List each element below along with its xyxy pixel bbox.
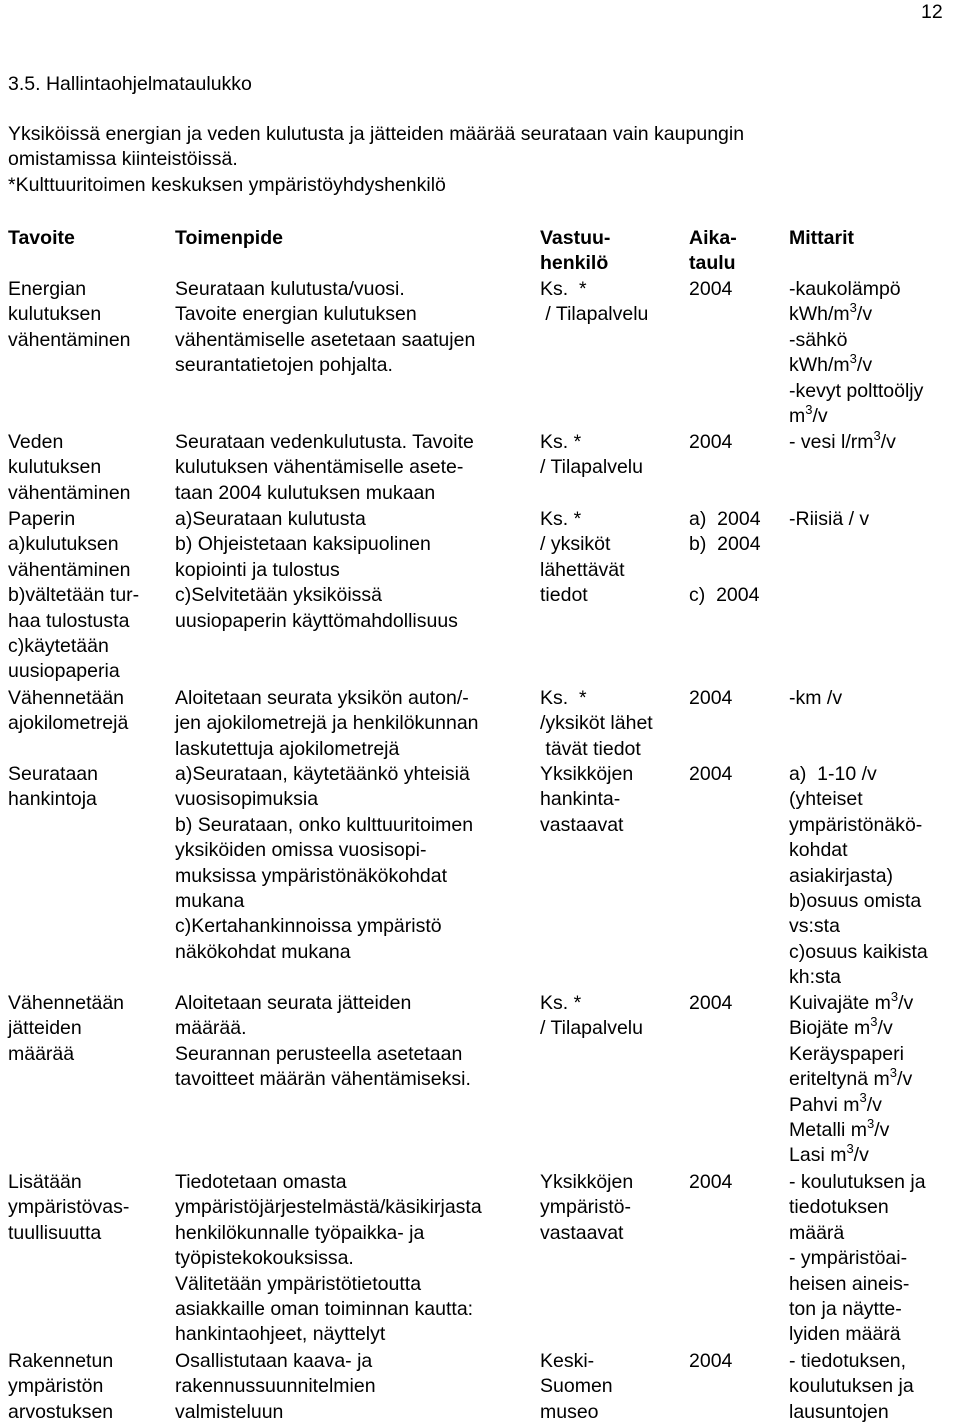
table-row-responsible: Ks. * /yksiköt lähet tävät tiedot <box>540 687 653 760</box>
table-row-metrics: a) 1-10 /v (yhteiset ympäristönäkö- kohdat asiakirjasta) b)osuus omista vs:sta c)osuus kaikista kh:sta <box>789 763 928 989</box>
table-row-action: Tiedotetaan omasta ympäristöjärjestelmästä/käsikirjasta henkilökunnalle työpaikka- ja työpistekokouksissa. Välitetään ympäristötietoutta asiakkaille oman toiminnan kautta: hankintaohjeet, näyttelyt <box>175 1171 482 1346</box>
section-heading: 3.5. Hallintaohjelmataulukko <box>8 73 252 95</box>
table-row-action: Seurataan kulutusta/vuosi. Tavoite energian kulutuksen vähentämiselle asetetaan saatujen seurantatietojen pohjalta. <box>175 278 476 377</box>
table-row-responsible: Ks. * / Tilapalvelu <box>540 431 643 479</box>
table-row-goal: Energian kulutuksen vähentäminen <box>8 278 131 351</box>
table-row-metrics: - vesi $l/rm^3/v$ <box>789 427 896 453</box>
table-row-action: Seurataan vedenkulutusta. Tavoite kulutuksen vähentämiselle asete- taan 2004 kulutuksen mukaan <box>175 431 474 504</box>
table-row-metrics: -km /v <box>789 687 843 709</box>
header-responsible: Vastuu- henkilö <box>540 227 611 275</box>
header-schedule: Aika- taulu <box>689 227 737 275</box>
table-row-responsible: Yksikköjen ympäristö- vastaavat <box>540 1171 634 1244</box>
table-row-schedule: 2004 <box>689 1171 733 1193</box>
intro-paragraph: Yksiköissä energian ja veden kulutusta ja jätteiden määrää seurataan vain kaupungin omistamissa kiinteistöissä. *Kulttuuritoimen keskuksen ympäristöyhdyshenkilö <box>8 123 745 196</box>
table-row-goal: Rakennetun ympäristön arvostuksen <box>8 1350 114 1423</box>
table-row-metrics: - tiedotuksen, koulutuksen ja lausuntojen <box>789 1350 914 1423</box>
table-row-goal: Vähennetään jätteiden määrää <box>8 992 125 1065</box>
table-row-schedule: 2004 <box>689 687 733 709</box>
table-row-action: Osallistutaan kaava- ja rakennussuunnitelmien valmisteluun <box>175 1350 376 1423</box>
table-row-responsible: Ks. * / Tilapalvelu <box>540 278 649 326</box>
table-row-action: Aloitetaan seurata yksikön auton/- jen ajokilometrejä ja henkilökunnan laskutettuja ajokilometrejä <box>175 687 479 760</box>
header-metrics: Mittarit <box>789 227 854 249</box>
table-row-metrics: Kuivajäte $m^3/v$ Biojäte $m^3/v$ Keräyspaperi eriteltynä $m^3/v$ Pahvi $m^3/v$ Metalli $m^3/v$ Lasi $m^3/v$ <box>789 988 914 1167</box>
table-row-responsible: Ks. * / yksiköt lähettävät tiedot <box>540 508 625 607</box>
table-row-goal: Seurataan hankintoja <box>8 763 98 811</box>
table-row-goal: Veden kulutuksen vähentäminen <box>8 431 131 504</box>
table-row-action: a)Seurataan, käytetäänkö yhteisiä vuosisopimuksia b) Seurataan, onko kulttuuritoimen yksiköiden omissa vuosisopi- muksissa ympäristönäkökohdat mukana c)Kertahankinnoissa ympäristö näkökohdat mukana <box>175 763 474 963</box>
table-row-goal: Vähennetään ajokilometrejä <box>8 687 129 735</box>
table-row-schedule: 2004 <box>689 1350 733 1372</box>
header-goal: Tavoite <box>8 227 75 249</box>
table-row-action: Aloitetaan seurata jätteiden määrää. Seurannan perusteella asetetaan tavoitteet määrän vähentämiseksi. <box>175 992 471 1091</box>
table-row-responsible: Ks. * / Tilapalvelu <box>540 992 643 1040</box>
table-row-schedule: 2004 <box>689 431 733 453</box>
table-row-schedule: 2004 <box>689 278 733 300</box>
table-row-schedule: a) 2004 b) 2004 c) 2004 <box>689 508 761 607</box>
header-action: Toimenpide <box>175 227 283 249</box>
table-row-goal: Paperin a)kulutuksen vähentäminen b)vältetään tur- haa tulostusta c)käytetään uusiopaperia <box>8 508 140 683</box>
table-row-responsible: Keski- Suomen museo <box>540 1350 613 1423</box>
table-row-metrics: - koulutuksen ja tiedotuksen määrä - ympäristöai- heisen aineis- ton ja näytte- lyiden määrä <box>789 1171 926 1346</box>
table-row-goal: Lisätään ympäristövas- tuullisuutta <box>8 1171 130 1244</box>
table-row-responsible: Yksikköjen hankinta- vastaavat <box>540 763 634 836</box>
page-number: 12 <box>921 1 943 23</box>
table-row-schedule: 2004 <box>689 992 733 1014</box>
table-row-metrics: -Riisiä / v <box>789 508 870 530</box>
table-row-metrics: -kaukolämpö kWh/$m^3/v$ -sähkö kWh/$m^3/v$ -kevyt polttoöljy $m^3/v$ <box>789 278 924 428</box>
table-row-action: a)Seurataan kulutusta b) Ohjeistetaan kaksipuolinen kopiointi ja tulostus c)Selvitetään yksiköissä uusiopaperin käyttömahdollisuus <box>175 508 458 632</box>
table-row-schedule: 2004 <box>689 763 733 785</box>
